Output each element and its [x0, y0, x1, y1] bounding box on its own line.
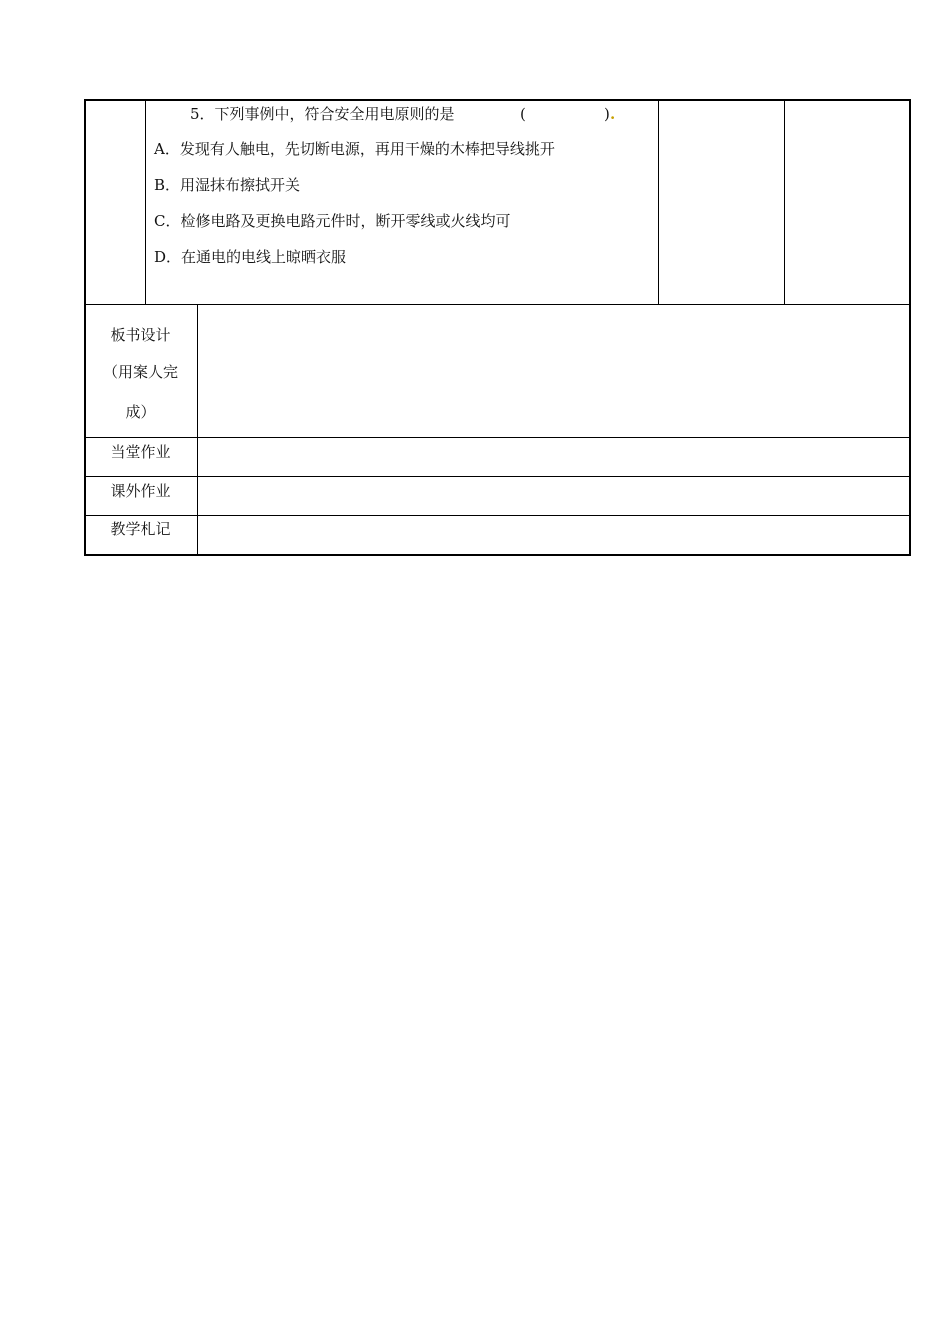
class-homework-label: 当堂作业	[110, 443, 171, 461]
col-divider-1	[145, 99, 146, 305]
extra-homework-label: 课外作业	[110, 482, 171, 500]
option-d: D．在通电的电线上晾晒衣服	[154, 248, 347, 266]
col-divider-3	[784, 99, 785, 305]
answer-paren-open: (	[520, 105, 526, 123]
lesson-plan-table	[84, 99, 911, 556]
board-design-content	[198, 305, 906, 437]
end-mark: .	[610, 105, 616, 123]
board-design-label-line3: 成）	[125, 403, 156, 421]
class-homework-content	[198, 438, 906, 476]
question-stem: 5．下列事例中，符合安全用电原则的是	[190, 105, 455, 123]
extra-homework-content	[198, 477, 906, 515]
board-design-label-line1: 板书设计	[110, 326, 171, 344]
board-design-label-line2: （用案人完	[102, 363, 178, 381]
option-c: C．检修电路及更换电路元件时，断开零线或火线均可	[154, 212, 511, 230]
teaching-notes-label: 教学札记	[110, 520, 171, 538]
option-b: B．用湿抹布擦拭开关	[154, 176, 301, 194]
option-a: A．发现有人触电，先切断电源，再用干燥的木棒把导线挑开	[154, 140, 555, 158]
col-divider-2	[658, 99, 659, 305]
answer-paren-close: )	[604, 105, 610, 123]
teaching-notes-content	[198, 516, 906, 553]
